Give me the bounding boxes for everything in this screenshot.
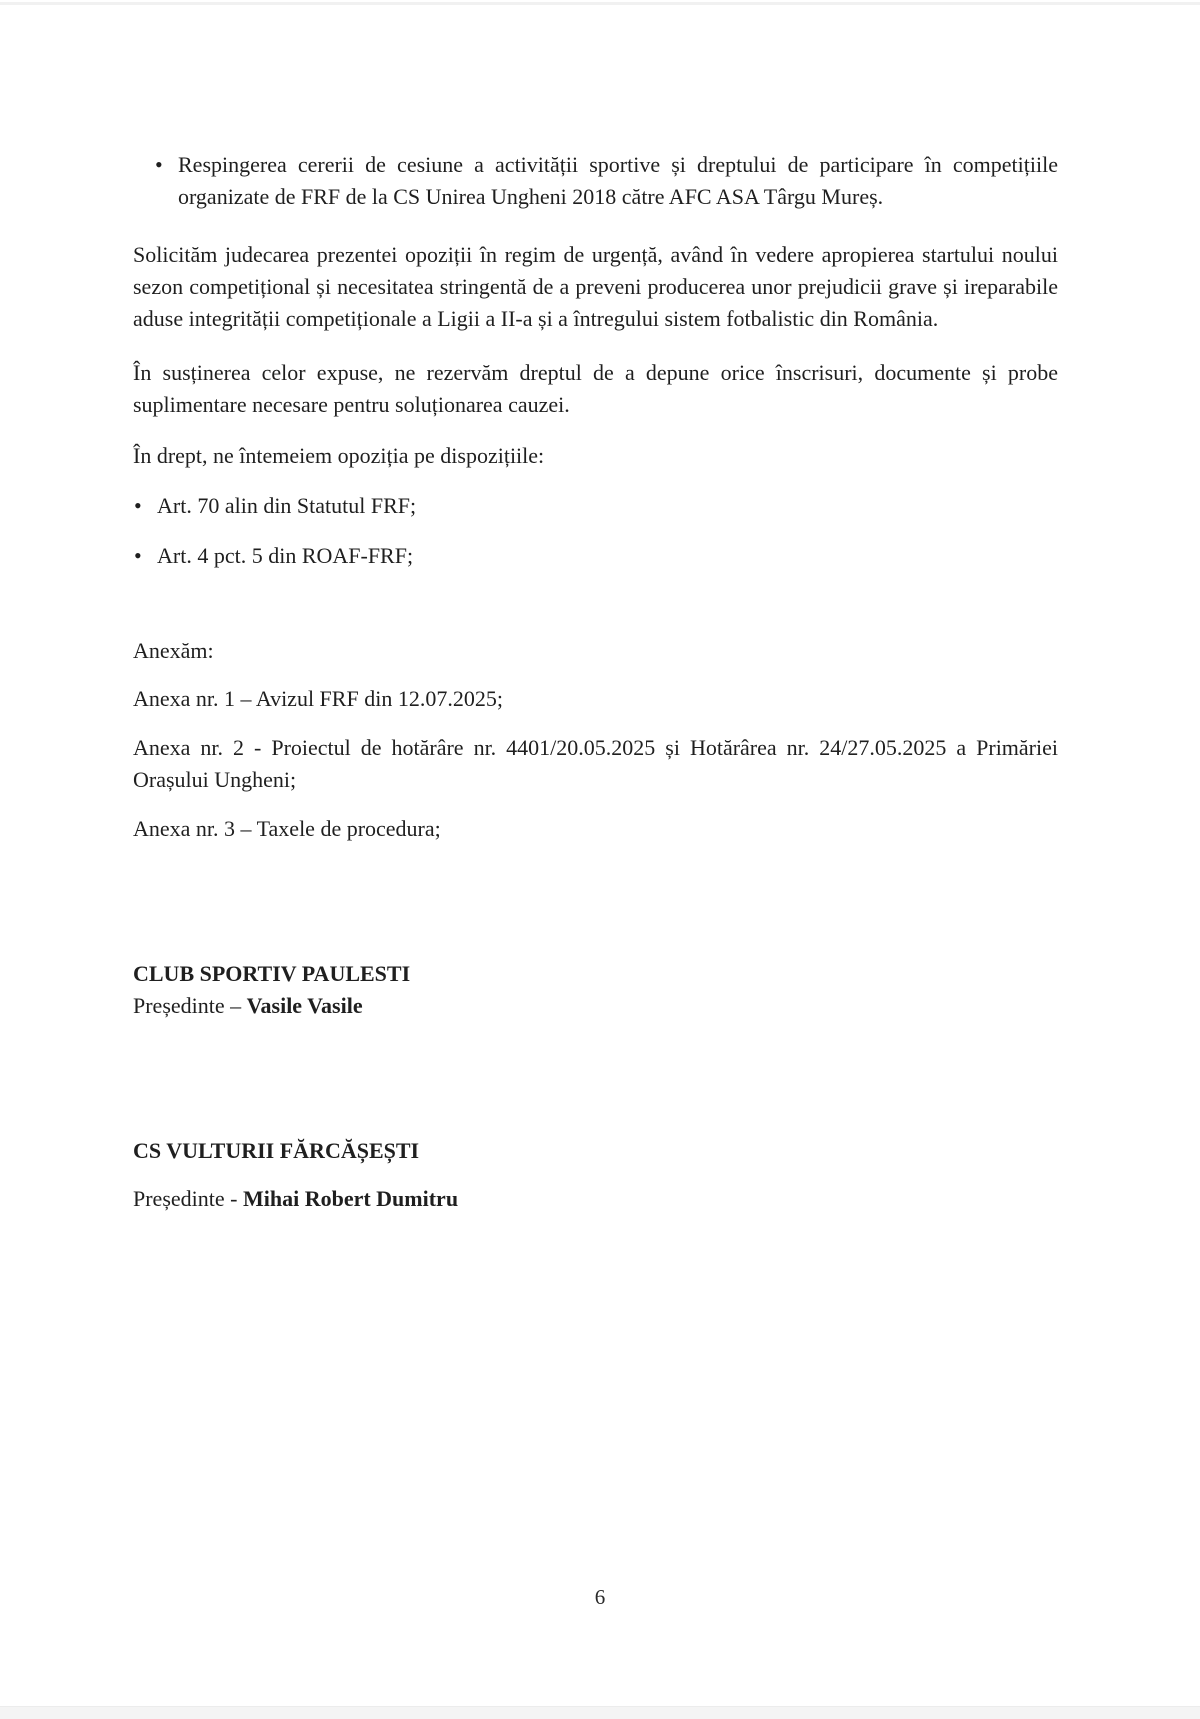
intro-list-item-text: Respingerea cererii de cesiune a activității sportive și dreptului de participare în competițiile organizate de FRF de la CS Unirea Ungheni 2018 către AFC ASA Târgu Mureș.: [178, 152, 1058, 209]
annex-item-3: Anexa nr. 3 – Taxele de procedura;: [133, 816, 441, 841]
bullet-icon: •: [134, 543, 142, 568]
president-role-label: Președinte –: [133, 993, 247, 1018]
signature-president-line: [133, 1183, 1058, 1215]
signature-block-vulturii: [133, 1135, 1058, 1215]
intro-list-item: [133, 149, 1058, 213]
president-name: Mihai Robert Dumitru: [242, 1186, 459, 1211]
paragraph-urgency-request: Solicităm judecarea prezentei opoziții în regim de urgență, având în vedere apropierea startului noului sezon competițional și necesitatea stringentă de a preveni producerea unor prejudicii grave și ireparabile aduse integrității competiționale a Ligii a II-a și a întregului sistem fotbalistic din România.: [133, 242, 1058, 331]
page-top-edge: [0, 2, 1200, 5]
annexes-heading: Anexăm:: [133, 638, 214, 663]
legal-basis-item-text: Art. 4 pct. 5 din ROAF-FRF;: [157, 543, 414, 568]
annex-item-2: Anexa nr. 2 - Proiectul de hotărâre nr. 4401/20.05.2025 și Hotărârea nr. 24/27.05.2025 a Primăriei Orașului Ungheni;: [133, 735, 1058, 792]
president-role-label: Președinte -: [133, 1186, 243, 1211]
bullet-icon: •: [134, 493, 142, 518]
annex-item-1: Anexa nr. 1 – Avizul FRF din 12.07.2025;: [133, 686, 503, 711]
signature-club-name: CS VULTURII FĂRCĂȘEȘTI: [133, 1138, 420, 1163]
legal-basis-list-item: [133, 540, 1058, 572]
bullet-icon: •: [155, 152, 163, 177]
signature-president-line: [133, 990, 1058, 1022]
page-number: 6: [594, 1585, 606, 1609]
legal-basis-item-text: Art. 70 alin din Statutul FRF;: [157, 493, 417, 518]
signature-block-paulesti: [133, 958, 1058, 1022]
document-content: [133, 149, 1058, 1215]
legal-basis-list-item: [133, 490, 1058, 522]
president-name: Vasile Vasile: [246, 993, 363, 1018]
signature-club-name: CLUB SPORTIV PAULESTI: [133, 961, 411, 986]
paragraph-evidence-reservation: În susținerea celor expuse, ne rezervăm dreptul de a depune orice înscrisuri, documente și probe suplimentare necesare pentru soluționarea cauzei.: [133, 360, 1058, 417]
page-bottom-edge: [0, 1706, 1200, 1719]
paragraph-legal-basis-intro: În drept, ne întemeiem opoziția pe dispozițiile:: [133, 443, 545, 468]
